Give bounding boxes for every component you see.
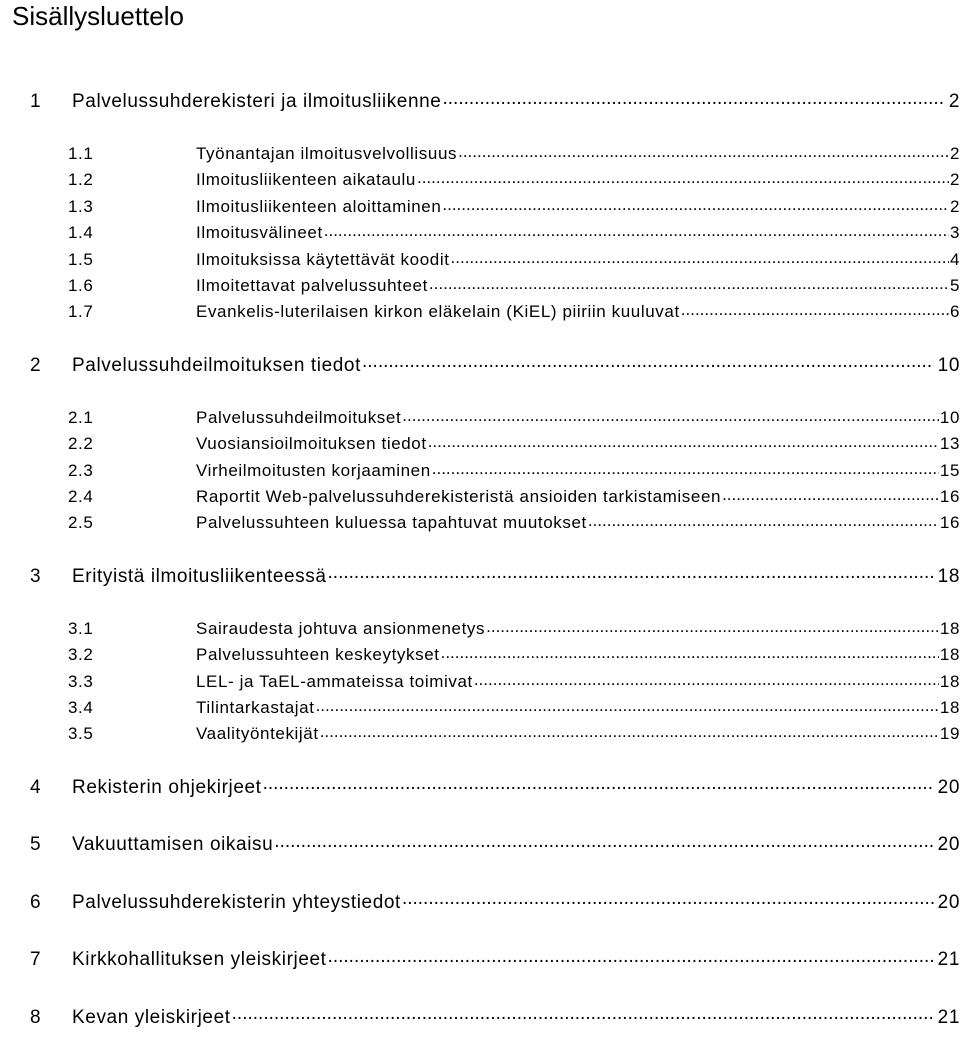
toc-entry-title: Vakuuttamisen oikaisu [72, 834, 274, 856]
toc-entry-title: Ilmoitettavat palvelussuhteet [196, 276, 428, 295]
toc-entry[interactable] [30, 889, 960, 917]
toc-subentry[interactable] [68, 405, 960, 431]
toc-entry-title: Evankelis-luterilaisen kirkon eläkelain (KiEL) piiriin kuuluvat [196, 302, 680, 322]
dot-leader [417, 168, 949, 185]
dot-leader [320, 722, 939, 739]
toc-subentry[interactable] [68, 484, 960, 510]
dot-leader [442, 195, 949, 212]
toc-subentry[interactable] [68, 642, 960, 668]
toc-entry-number: 1.2 [68, 170, 94, 190]
toc-subentry[interactable] [68, 194, 960, 220]
toc-subentry[interactable] [68, 247, 960, 273]
toc-entry-page-number: 21 [937, 949, 960, 971]
toc-subentry[interactable] [68, 141, 960, 167]
dot-leader [316, 696, 939, 713]
toc-entry[interactable] [30, 352, 960, 380]
toc-entry-page-number: 6 [949, 302, 960, 322]
toc-entry-number: 1 [30, 91, 42, 112]
page-title: Sisällysluettelo [12, 1, 184, 31]
dot-leader [681, 300, 949, 317]
dot-leader [432, 459, 939, 476]
toc-entry-title: Tilintarkastajat [196, 698, 315, 717]
toc-entry-title: Virheilmoitusten korjaaminen [196, 460, 431, 480]
toc-entry-title: Ilmoitusvälineet [196, 223, 323, 243]
toc-entry[interactable] [30, 774, 960, 802]
toc-entry-number: 4 [30, 776, 42, 798]
toc-subentry[interactable] [68, 510, 960, 536]
toc-entry-page-number: 18 [939, 645, 960, 665]
toc-entry-number: 1.1 [68, 144, 94, 163]
toc-entry-page-number: 10 [939, 407, 960, 427]
dot-leader [588, 511, 939, 528]
toc-entry-number: 7 [30, 949, 42, 971]
dot-leader [474, 670, 939, 687]
dot-leader [328, 563, 934, 582]
toc-entry-title: Ilmoitusliikenteen aloittaminen [196, 196, 442, 216]
toc-entry-number: 1.5 [68, 249, 94, 269]
toc-entry-page-number: 2 [949, 144, 960, 163]
toc-entry-page-number: 20 [937, 891, 960, 913]
toc-entry-page-number: 10 [937, 354, 960, 376]
toc-entry-title: Palvelussuhderekisteri ja ilmoitusliikenne [72, 91, 442, 112]
toc-entry-title: Ilmoitusliikenteen aikataulu [196, 170, 416, 190]
toc-subentry[interactable] [68, 695, 960, 721]
toc-entry-title: Palvelussuhderekisterin yhteystiedot [72, 891, 401, 913]
toc-entry-title: Vuosiansioilmoituksen tiedot [196, 434, 427, 454]
toc-entry-number: 1.6 [68, 276, 94, 295]
dot-leader [458, 142, 949, 159]
toc-entry-page-number: 15 [939, 460, 960, 480]
toc-entry-page-number: 4 [949, 249, 960, 269]
dot-leader [441, 643, 939, 660]
toc-entry-number: 3.4 [68, 698, 94, 717]
toc-entry-number: 2.2 [68, 434, 94, 454]
toc-entry-title: Työnantajan ilmoitusvelvollisuus [196, 144, 458, 163]
dot-leader [451, 248, 949, 265]
toc-entry-page-number: 18 [937, 565, 960, 587]
toc-entry-page-number: 3 [949, 223, 960, 243]
toc-entry-page-number: 20 [937, 834, 960, 856]
toc-entry-page-number: 18 [939, 618, 960, 638]
toc-entry-page-number: 2 [949, 196, 960, 216]
dot-leader [263, 774, 934, 793]
toc-entry-number: 8 [30, 1006, 42, 1028]
dot-leader [328, 946, 934, 965]
toc-entry-number: 1.3 [68, 196, 94, 216]
toc-entry-title: Erityistä ilmoitusliikenteessä [72, 565, 327, 587]
toc-entry-number: 5 [30, 834, 42, 856]
toc-entry-number: 3.1 [68, 618, 94, 638]
toc-entry[interactable] [30, 88, 960, 116]
toc-entry-number: 2 [30, 354, 42, 376]
toc-subentry[interactable] [68, 431, 960, 457]
dot-leader [486, 617, 939, 634]
toc-entry-page-number: 18 [939, 671, 960, 691]
dot-leader [428, 432, 939, 449]
toc-subentry[interactable] [68, 616, 960, 642]
dot-leader [722, 485, 939, 502]
dot-leader [402, 889, 934, 908]
dot-leader [362, 352, 934, 371]
toc-entry[interactable] [30, 1004, 960, 1032]
toc-entry-number: 2.5 [68, 513, 94, 533]
toc-entry[interactable] [30, 946, 960, 974]
toc-subentry[interactable] [68, 721, 960, 747]
dot-leader [232, 1004, 934, 1023]
toc-entry-title: Palvelussuhteen keskeytykset [196, 645, 440, 665]
toc-entry-number: 2.1 [68, 407, 94, 427]
dot-leader [274, 831, 933, 850]
toc-entry-number: 6 [30, 891, 42, 913]
toc-entry-title: Vaalityöntekijät [196, 724, 319, 744]
toc-entry-page-number: 20 [937, 776, 960, 798]
toc-entry-page-number: 2 [948, 91, 960, 112]
toc-subentry[interactable] [68, 669, 960, 695]
toc-entry-title: Sairaudesta johtuva ansionmenetys [196, 618, 486, 638]
toc-entry-page-number: 16 [939, 513, 960, 533]
toc-subentry[interactable] [68, 273, 960, 299]
toc-entry-title: Raportit Web-palvelussuhderekisteristä ansioiden tarkistamiseen [196, 487, 722, 506]
toc-entry-page-number: 19 [939, 724, 960, 744]
toc-entry-title: Palvelussuhteen kuluessa tapahtuvat muutokset [196, 513, 587, 533]
toc-entry-page-number: 13 [939, 434, 960, 454]
dot-leader [442, 88, 944, 107]
toc-subentry[interactable] [68, 299, 960, 325]
toc-entry-number: 3.5 [68, 724, 94, 744]
toc-entry-number: 3.2 [68, 645, 94, 665]
toc-subentry[interactable] [68, 220, 960, 246]
toc-entry-title: Palvelussuhdeilmoitukset [196, 407, 402, 427]
toc-entry[interactable] [30, 563, 960, 591]
toc-entry-page-number: 18 [939, 698, 960, 717]
toc-entry-page-number: 5 [949, 276, 960, 295]
toc-entry-page-number: 2 [949, 170, 960, 190]
toc-subentry[interactable] [68, 167, 960, 193]
toc-entry-page-number: 16 [939, 487, 960, 506]
toc-entry-title: Kirkkohallituksen yleiskirjeet [72, 949, 327, 971]
toc-subentry[interactable] [68, 458, 960, 484]
dot-leader [429, 274, 949, 291]
toc-entry-number: 3.3 [68, 671, 94, 691]
toc-entry-title: Rekisterin ohjekirjeet [72, 776, 262, 798]
toc-entry-number: 3 [30, 565, 42, 587]
toc-entry-number: 1.7 [68, 302, 94, 322]
toc-entry-page-number: 21 [937, 1006, 960, 1028]
toc-entry-number: 1.4 [68, 223, 94, 243]
toc-entry-title: LEL- ja TaEL-ammateissa toimivat [196, 671, 473, 691]
toc-entry-number: 2.4 [68, 487, 94, 506]
toc-entry[interactable] [30, 831, 960, 859]
toc-entry-number: 2.3 [68, 460, 94, 480]
toc-entry-title: Kevan yleiskirjeet [72, 1006, 231, 1028]
toc-entry-title: Palvelussuhdeilmoituksen tiedot [72, 354, 361, 376]
dot-leader [324, 221, 949, 238]
toc-entry-title: Ilmoituksissa käytettävät koodit [196, 249, 450, 269]
dot-leader [402, 406, 939, 423]
